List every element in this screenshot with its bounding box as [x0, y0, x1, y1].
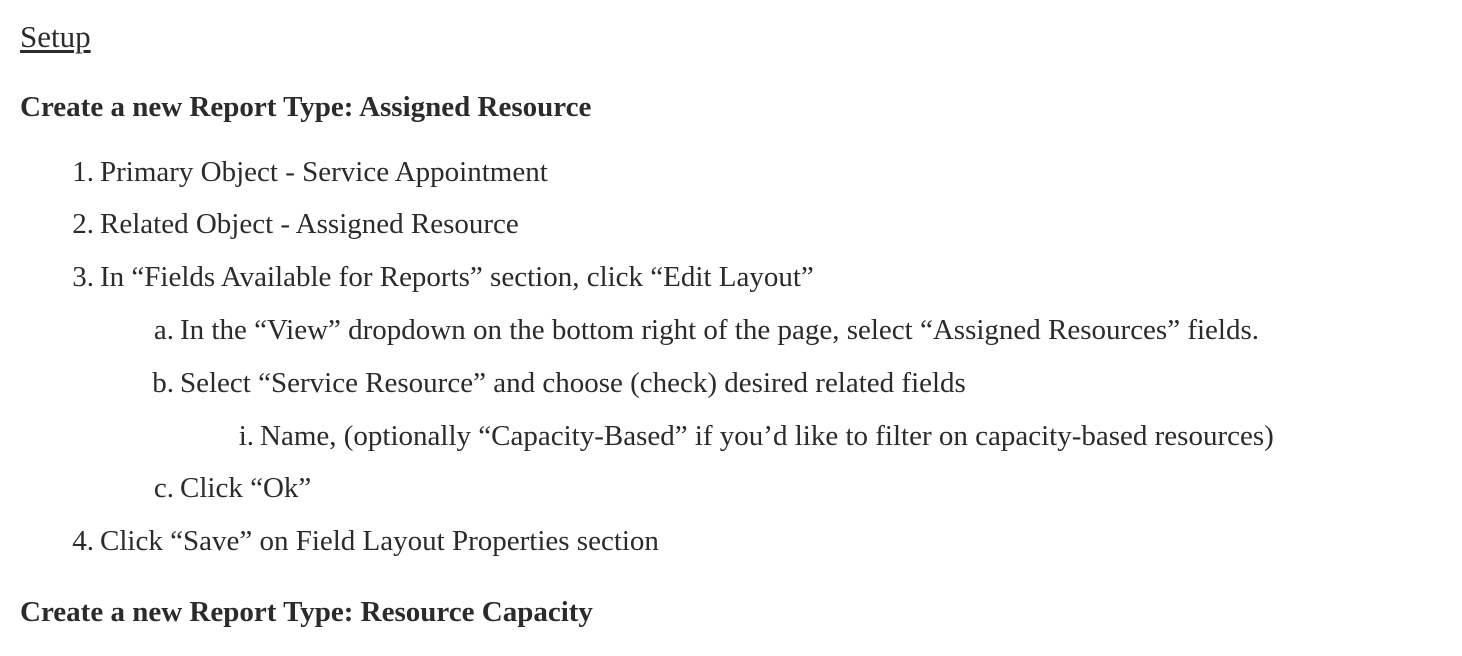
- list-marker: 2.: [72, 208, 94, 240]
- list-marker: c.: [153, 472, 174, 504]
- list-marker: 4.: [72, 525, 94, 557]
- page-title: Setup: [20, 19, 91, 54]
- list-item: [40, 527, 659, 556]
- list-marker: 1.: [72, 156, 94, 188]
- list-item: [40, 210, 519, 239]
- list-marker: 3.: [72, 261, 94, 293]
- list-item: [40, 158, 548, 187]
- list-item-text: Select “Service Resource” and choose (check) desired related fields: [180, 367, 966, 399]
- list-item-text: Click “Save” on Field Layout Properties section: [100, 525, 659, 557]
- list-marker: b.: [152, 367, 174, 399]
- sub-sub-list-item: [200, 422, 1274, 451]
- sub-list-item: [120, 316, 1259, 345]
- section-heading-assigned-resource: Create a new Report Type: Assigned Resource: [20, 91, 592, 123]
- list-item-text: Related Object - Assigned Resource: [100, 208, 519, 240]
- sub-list-item: [120, 369, 966, 398]
- list-marker: a.: [153, 314, 174, 346]
- list-item: [40, 263, 814, 292]
- list-marker: i.: [238, 420, 254, 452]
- list-item-text: In the “View” dropdown on the bottom right of the page, select “Assigned Resources” fields.: [180, 314, 1260, 346]
- list-item-text: Primary Object - Service Appointment: [100, 156, 548, 188]
- section-heading-resource-capacity: Create a new Report Type: Resource Capacity: [20, 596, 593, 628]
- list-item-text: Name, (optionally “Capacity-Based” if you’d like to filter on capacity-based resources): [260, 420, 1274, 452]
- list-item-text: Click “Ok”: [180, 472, 312, 504]
- list-item-text: In “Fields Available for Reports” section, click “Edit Layout”: [100, 261, 814, 293]
- sub-list-item: [120, 474, 311, 503]
